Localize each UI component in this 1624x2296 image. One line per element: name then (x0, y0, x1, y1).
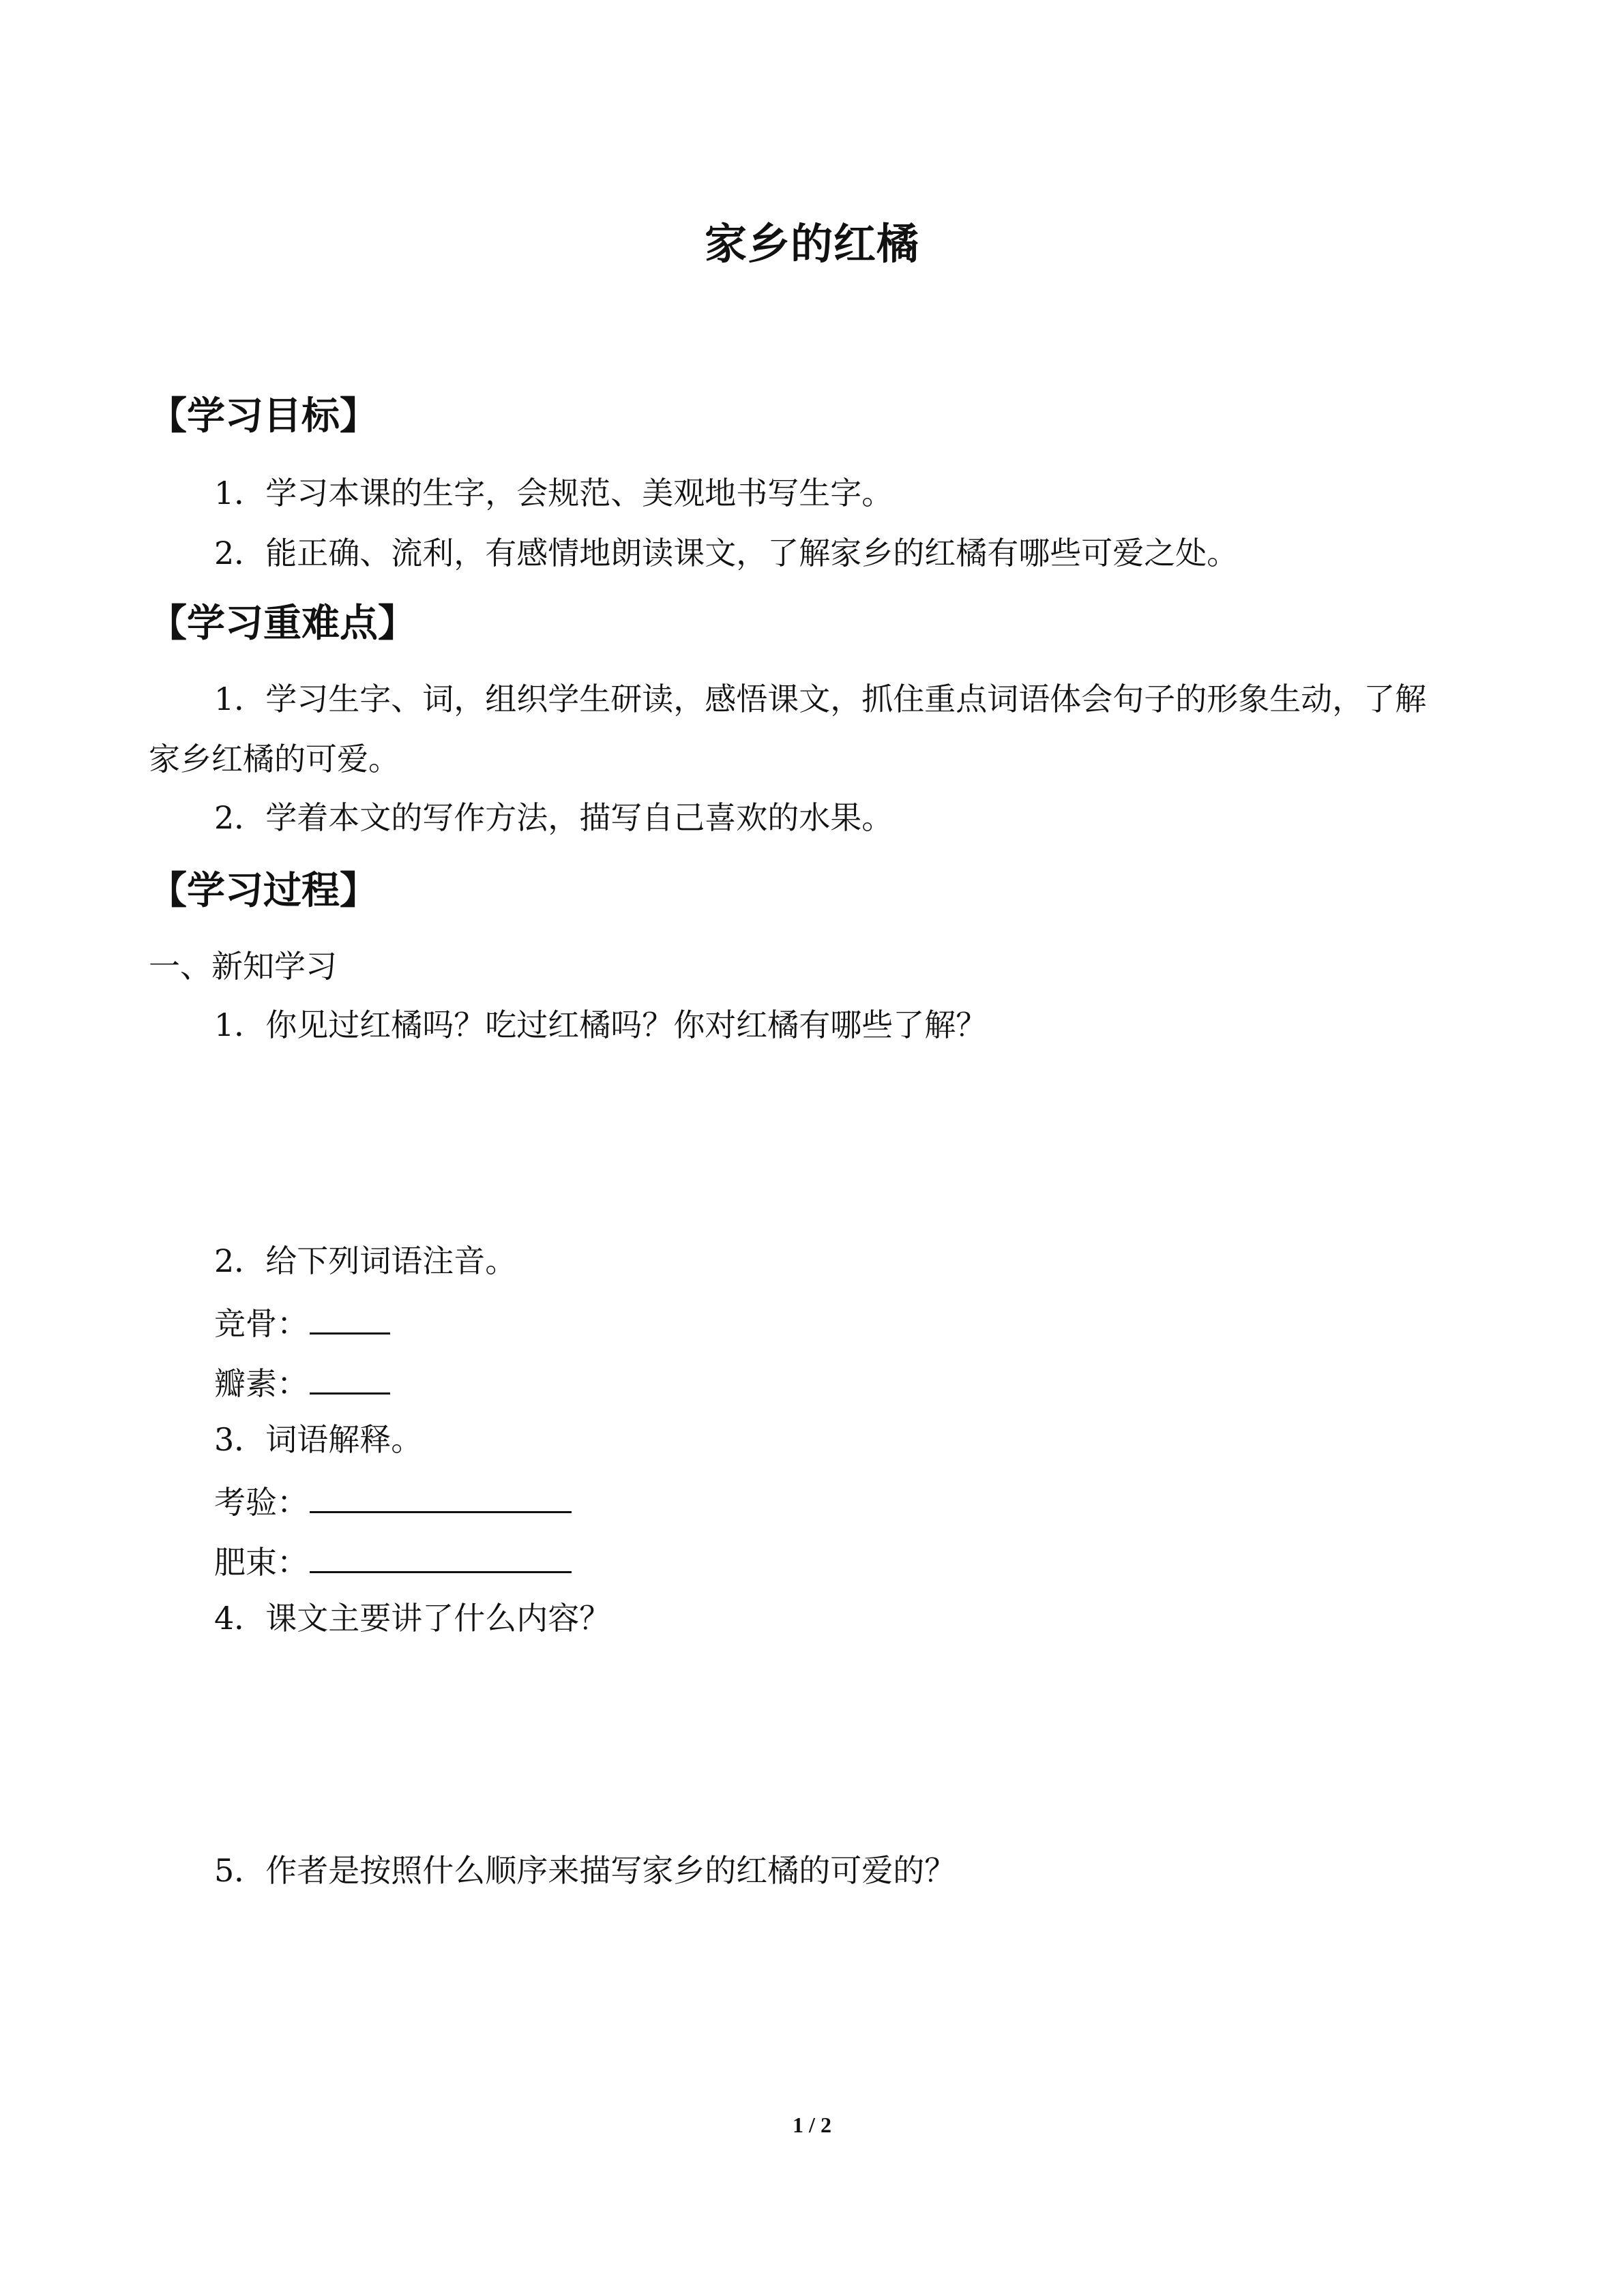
section-heading-goals: 【学习目标】 (149, 394, 378, 438)
key-point-2: 2．学着本文的写作方法，描写自己喜欢的水果。 (214, 799, 894, 836)
goal-item-2: 2．能正确、流利，有感情地朗读课文，了解家乡的红橘有哪些可爱之处。 (214, 535, 1239, 571)
answer-blank[interactable] (310, 1544, 572, 1573)
key-point-1-line-1: 1．学习生字、词，组织学生研读，感悟课文，抓住重点词语体会句子的形象生动，了解 (214, 681, 1427, 717)
goal-item-1: 1．学习本课的生字，会规范、美观地书写生字。 (214, 475, 894, 511)
document-title: 家乡的红橘 (704, 219, 919, 269)
part-label-new-knowledge: 一、新知学习 (149, 948, 337, 985)
question-4: 4．课文主要讲了什么内容？ (214, 1600, 611, 1637)
pinyin-item-1 (214, 1305, 390, 1342)
question-3: 3．词语解释。 (214, 1421, 423, 1458)
question-1: 1．你见过红橘吗？吃过红橘吗？你对红橘有哪些了解？ (214, 1007, 988, 1043)
definition-item-2 (214, 1544, 572, 1581)
answer-blank[interactable] (310, 1484, 572, 1513)
section-heading-process: 【学习过程】 (149, 869, 378, 913)
pinyin-word-label: 竞骨： (214, 1305, 308, 1342)
pinyin-word-label: 瓣素： (214, 1365, 308, 1402)
definition-item-1 (214, 1484, 572, 1521)
page-number: 1 / 2 (793, 2113, 831, 2137)
answer-blank[interactable] (310, 1365, 390, 1395)
definition-word-label: 考验： (214, 1484, 308, 1521)
answer-blank[interactable] (310, 1305, 390, 1335)
question-2: 2．给下列词语注音。 (214, 1242, 517, 1279)
definition-word-label: 肥束： (214, 1544, 308, 1581)
section-heading-key-points: 【学习重难点】 (149, 601, 416, 646)
key-point-1-line-2: 家乡红橘的可爱。 (149, 741, 400, 777)
pinyin-item-2 (214, 1365, 390, 1402)
question-5: 5．作者是按照什么顺序来描写家乡的红橘的可爱的？ (214, 1852, 956, 1889)
